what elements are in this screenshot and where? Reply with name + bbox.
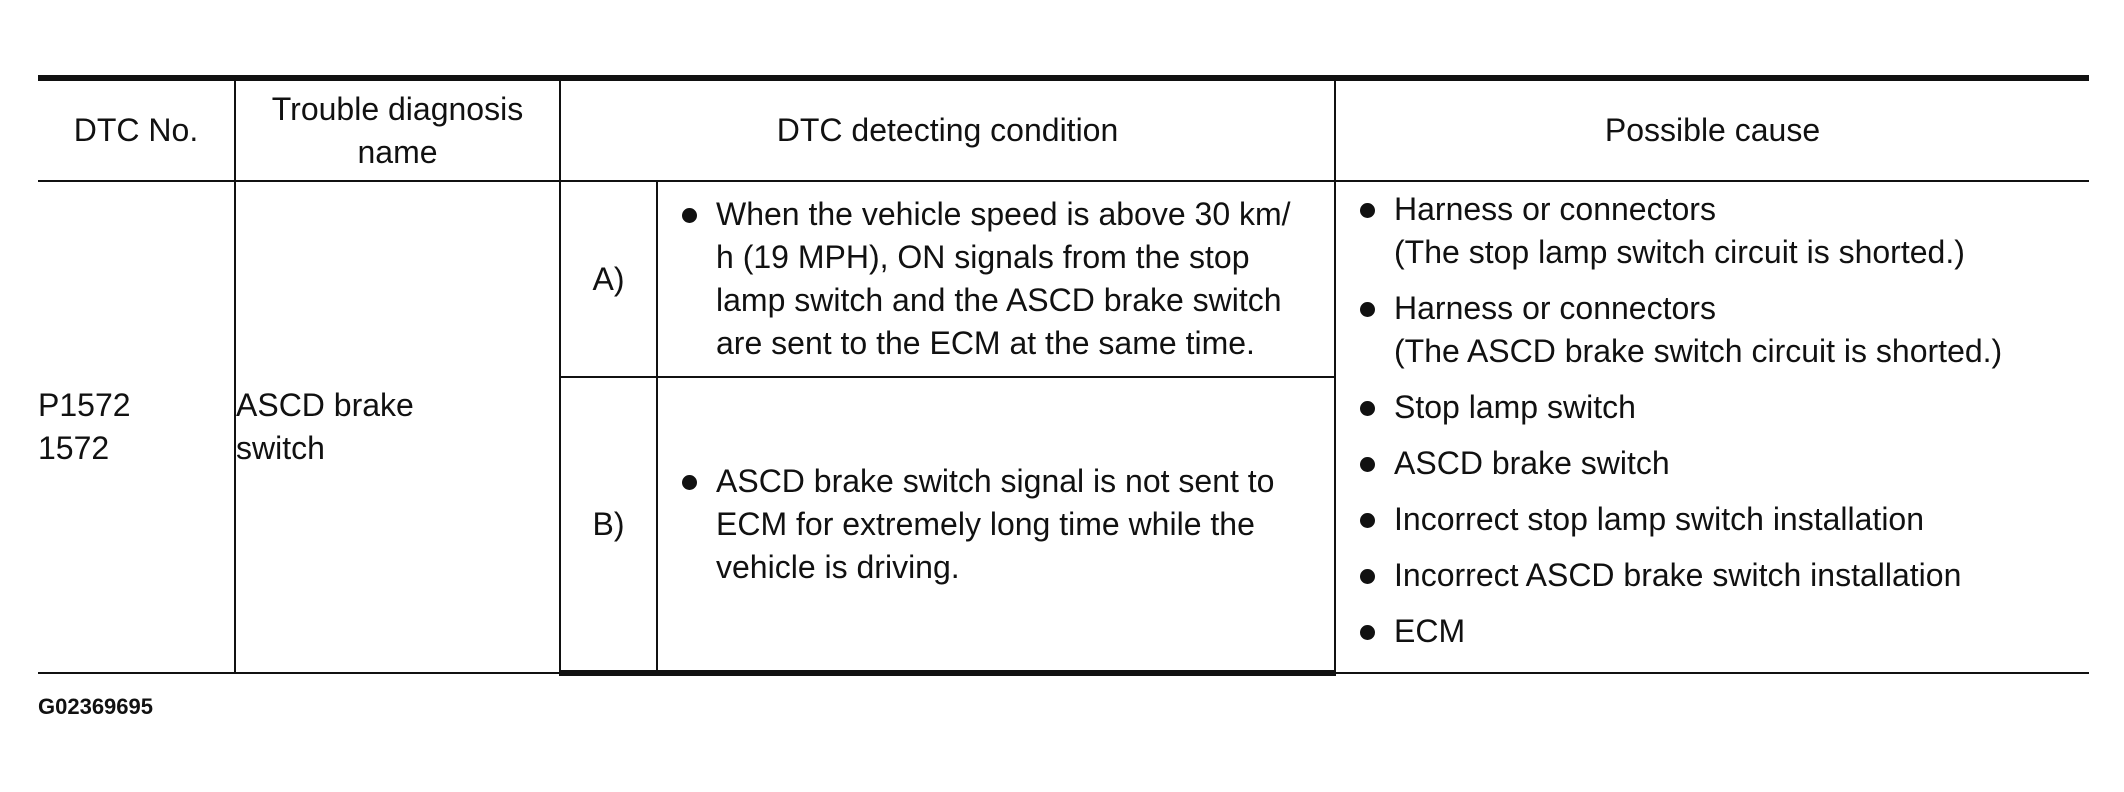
bullet-icon [1360, 203, 1375, 218]
table-row [38, 181, 2089, 377]
possible-cause-cell [1335, 181, 2089, 673]
list-item: Incorrect stop lamp switch installation [1336, 498, 2089, 541]
bullet-icon [1360, 513, 1375, 528]
header-dtc-no: DTC No. [38, 78, 235, 181]
bullet-icon [1360, 457, 1375, 472]
list-item: Stop lamp switch [1336, 386, 2089, 429]
dtc-table [38, 75, 2089, 676]
bullet-icon [1360, 302, 1375, 317]
list-item: ASCD brake switch [1336, 442, 2089, 485]
condition-letter-a: A) [560, 181, 657, 377]
bullet-icon [1360, 401, 1375, 416]
list-item: Harness or connectors (The stop lamp switch circuit is shorted.) [1336, 188, 2089, 274]
diagnosis-name-cell: ASCD brake switch [235, 181, 560, 673]
bullet-icon [1360, 569, 1375, 584]
dtc-number-cell: P1572 1572 [38, 181, 235, 673]
list-item: Incorrect ASCD brake switch installation [1336, 554, 2089, 597]
table-header-row [38, 78, 2089, 181]
figure-id: G02369695 [38, 694, 153, 719]
list-item: Harness or connectors (The ASCD brake switch circuit is shorted.) [1336, 287, 2089, 373]
bullet-icon [1360, 625, 1375, 640]
bullet-icon [682, 208, 697, 223]
header-diagnosis-name: Trouble diagnosis name [235, 78, 560, 181]
list-item: ASCD brake switch signal is not sent to ECM for extremely long time while the vehicle is driving. [658, 460, 1334, 589]
condition-letter-b: B) [560, 377, 657, 673]
list-item: When the vehicle speed is above 30 km/ h (19 MPH), ON signals from the stop lamp switch and the ASCD brake switch are sent to the ECM at the same time. [658, 193, 1334, 365]
list-item: ECM [1336, 610, 2089, 653]
condition-a-cell [657, 181, 1335, 377]
condition-b-cell [657, 377, 1335, 673]
bullet-icon [682, 475, 697, 490]
header-detecting-condition: DTC detecting condition [560, 78, 1335, 181]
header-possible-cause: Possible cause [1335, 78, 2089, 181]
